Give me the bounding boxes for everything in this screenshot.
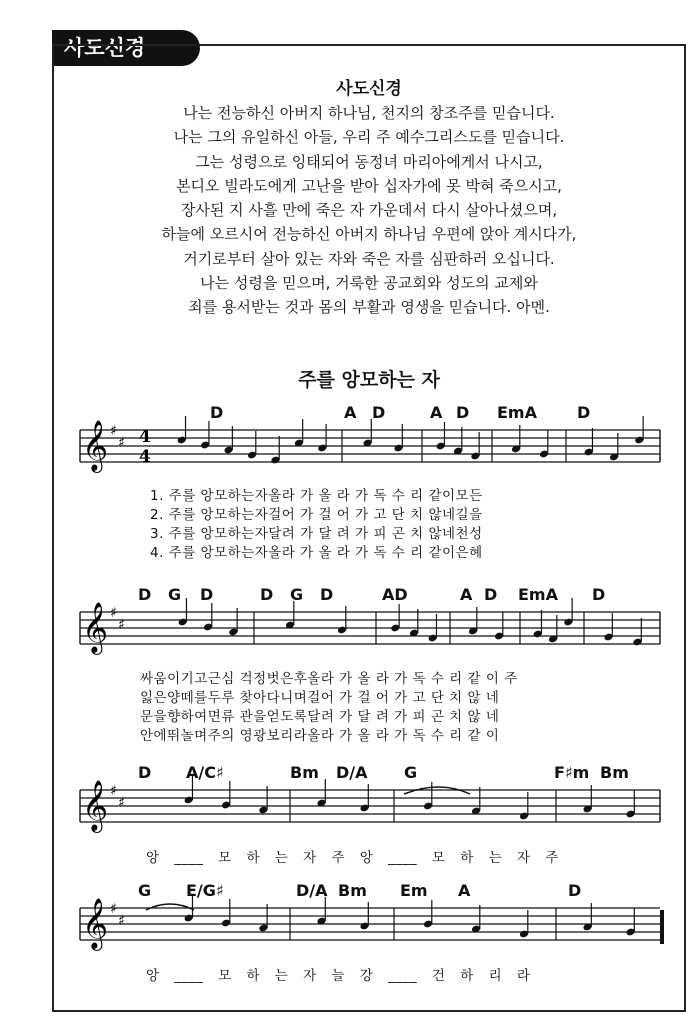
treble-clef-icon: 𝄞: [82, 420, 109, 471]
time-signature-top: 4: [139, 427, 151, 447]
chord-symbol: EmA: [497, 403, 537, 422]
chord-symbol: D: [456, 403, 470, 422]
chord-symbol: D: [210, 403, 224, 422]
sharp-icon: ♯: [118, 435, 125, 451]
creed-line: 본디오 빌라도에게 고난을 받아 십자가에 못 박혀 죽으시고,: [176, 176, 562, 195]
lyric-line: 2. 주를 앙모하는자걸어 가 걸 어 가 고 단 치 않네길을: [150, 507, 483, 523]
chord-symbol: G: [404, 763, 418, 782]
lyric-line: 잃은양떼를두루 찾아다니며걸어 가 걸 어 가 고 단 치 않 네: [140, 690, 500, 706]
time-signature-bottom: 4: [139, 447, 151, 467]
final-barline: [660, 910, 664, 944]
chord-symbol: Bm: [290, 763, 319, 782]
chord-symbol: D: [568, 881, 582, 900]
chord-symbol: Bm: [600, 763, 629, 782]
lyric-line: 1. 주를 앙모하는자올라 가 올 라 가 독 수 리 같이모든: [150, 488, 483, 504]
chord-symbol: A: [344, 403, 357, 422]
lyric-line: 앙 ____ 모 하 는 자 주 앙 ____ 모 하 는 자 주: [146, 850, 559, 866]
chord-symbol: D/A: [296, 881, 328, 900]
creed-line: 하늘에 오르시어 전능하신 아버지 하나님 우편에 앉아 계시다가,: [161, 225, 577, 244]
sharp-icon: ♯: [118, 617, 125, 633]
lyric-line: 앙 ____ 모 하 는 자 늘 강 ____ 건 하 리 라: [146, 968, 531, 984]
treble-clef-icon: 𝄞: [82, 898, 109, 949]
sharp-icon: ♯: [118, 913, 125, 929]
sharp-icon: ♯: [110, 423, 117, 439]
song-title: 주를 앙모하는 자: [298, 369, 440, 391]
sharp-icon: ♯: [110, 605, 117, 621]
creed-line: 거기로부터 살아 있는 자와 죽은 자를 심판하러 오십니다.: [183, 249, 555, 268]
chord-symbol: D: [592, 585, 606, 604]
chord-symbol: D: [260, 585, 274, 604]
chord-symbol: A: [460, 585, 473, 604]
chord-symbol: G: [138, 881, 152, 900]
treble-clef-icon: 𝄞: [82, 780, 109, 831]
chord-symbol: D: [138, 763, 152, 782]
chord-symbol: D: [138, 585, 152, 604]
chord-symbol: G: [290, 585, 304, 604]
lyric-line: 싸움이기고근심 걱정벗은후올라 가 올 라 가 독 수 리 같 이 주: [140, 671, 518, 687]
chord-symbol: E/G♯: [186, 881, 224, 900]
chord-symbol: D/A: [336, 763, 368, 782]
chord-symbol: Bm: [338, 881, 367, 900]
sharp-icon: ♯: [110, 901, 117, 917]
creed-line: 나는 성령을 믿으며, 거룩한 공교회와 성도의 교제와: [200, 274, 538, 293]
chord-symbol: A: [430, 403, 443, 422]
section-tab-label: 사도신경: [64, 36, 146, 60]
chord-symbol: A: [458, 881, 471, 900]
chord-symbol: D: [484, 585, 498, 604]
chord-symbol: F♯m: [554, 763, 590, 782]
chord-symbol: AD: [382, 585, 408, 604]
slur: [146, 904, 194, 910]
sharp-icon: ♯: [118, 795, 125, 811]
treble-clef-icon: 𝄞: [82, 602, 109, 653]
creed-line: 죄를 용서받는 것과 몸의 부활과 영생을 믿습니다. 아멘.: [188, 298, 550, 317]
creed-line: 장사된 지 사흘 만에 죽은 자 가운데서 다시 살아나셨으며,: [180, 201, 558, 220]
sharp-icon: ♯: [110, 783, 117, 799]
chord-symbol: D: [320, 585, 334, 604]
chord-symbol: Em: [400, 881, 428, 900]
chord-symbol: G: [168, 585, 182, 604]
creed-line: 그는 성령으로 잉태되어 동정녀 마리아에게서 나시고,: [195, 152, 543, 171]
chord-symbol: EmA: [518, 585, 558, 604]
creed-line: 나는 그의 유일하신 아들, 우리 주 예수그리스도를 믿습니다.: [173, 128, 565, 147]
chord-symbol: D: [577, 403, 591, 422]
chord-symbol: D: [372, 403, 386, 422]
chord-symbol: A/C♯: [186, 763, 224, 782]
creed-line: 나는 전능하신 아버지 하나님, 천지의 창조주를 믿습니다.: [183, 104, 555, 122]
chord-symbol: D: [200, 585, 214, 604]
lyric-line: 안에뛰놀며주의 영광보리라올라 가 올 라 가 독 수 리 같 이: [140, 728, 500, 744]
creed-title: 사도신경: [336, 79, 402, 99]
lyric-line: 3. 주를 앙모하는자달려 가 달 려 가 피 곤 치 않네천성: [150, 526, 483, 542]
lyric-line: 문을향하여면류 관을얻도록달려 가 달 려 가 피 곤 치 않 네: [140, 709, 500, 725]
lyric-line: 4. 주를 앙모하는자올라 가 올 라 가 독 수 리 같이은혜: [150, 545, 483, 561]
